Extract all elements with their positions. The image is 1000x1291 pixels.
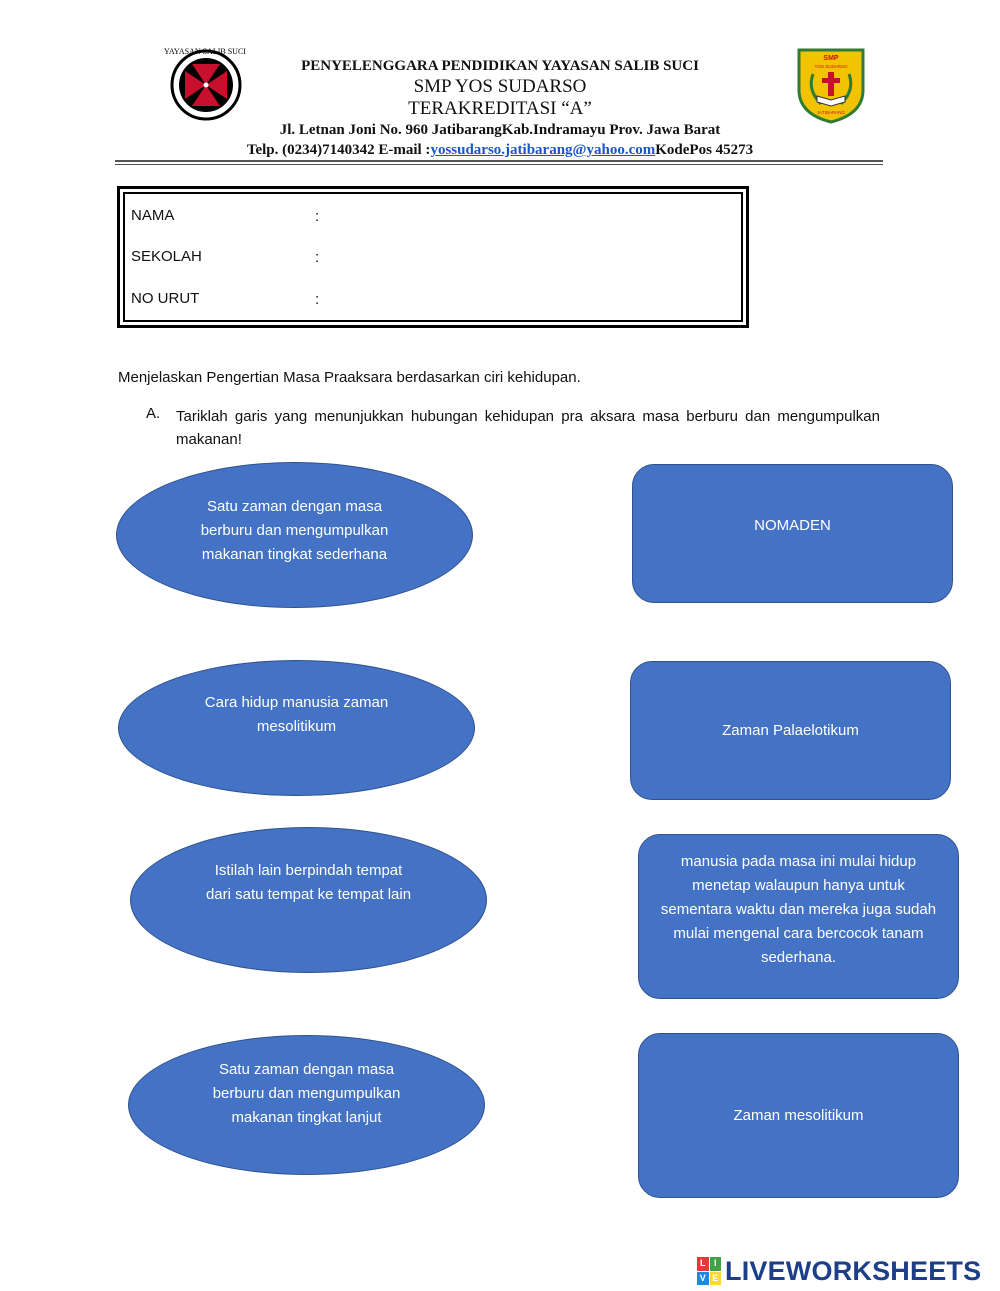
liveworksheets-wordmark: LIVEWORKSHEETS [725, 1255, 982, 1286]
order-number-label: NO URUT [131, 290, 200, 307]
logo-ring-text: YAYASAN SALIB SUCI [164, 47, 246, 56]
right-item-4[interactable]: Zaman mesolitikum [638, 1033, 959, 1198]
right-item-1[interactable]: NOMADEN [632, 464, 953, 603]
logo-city-text: JATIBARANG [817, 110, 845, 115]
left-item-2[interactable]: Cara hidup manusia zaman mesolitikum [118, 660, 475, 796]
order-number-colon: : [315, 291, 320, 308]
learning-objective: Menjelaskan Pengertian Masa Praaksara berdasarkan ciri kehidupan. [118, 369, 581, 386]
school-address: Jl. Letnan Joni No. 960 JatibarangKab.Indramayu Prov. Jawa Barat [279, 122, 721, 138]
name-colon: : [315, 208, 320, 225]
contact-email-link[interactable]: yossudarso.jatibarang@yahoo.com [430, 142, 656, 158]
logo-name-text: YOS SUDARSO [814, 64, 848, 69]
question-letter: A. [146, 405, 161, 422]
header-divider-thin [115, 164, 883, 165]
school-label: SEKOLAH [131, 248, 202, 265]
logo-smp-text: SMP [823, 55, 839, 62]
liveworksheets-brand [697, 1254, 981, 1288]
foundation-name: PENYELENGGARA PENDIDIKAN YAYASAN SALIB SUCI [301, 58, 699, 74]
question-text: Tariklah garis yang menunjukkan hubungan kehidupan pra aksara masa berburu dan mengumpulkan makanan! [176, 408, 880, 448]
brand-letter-i: I [710, 1257, 722, 1271]
left-item-1[interactable]: Satu zaman dengan masa berburu dan mengumpulkan makanan tingkat sederhana [116, 462, 473, 608]
right-item-3[interactable]: manusia pada masa ini mulai hidup menetap walaupun hanya untuk sementara waktu dan mereka juga sudah mulai mengenal cara bercocok tanam sederhana. [638, 834, 959, 999]
school-colon: : [315, 249, 320, 266]
right-item-2[interactable]: Zaman Palaelotikum [630, 661, 951, 800]
left-item-3[interactable]: Istilah lain berpindah tempat dari satu tempat ke tempat lain [130, 827, 487, 973]
school-name: SMP YOS SUDARSO [413, 76, 587, 97]
name-label: NAMA [131, 207, 175, 224]
left-item-4[interactable]: Satu zaman dengan masa berburu dan mengumpulkan makanan tingkat lanjut [128, 1035, 485, 1175]
brand-letter-v: V [697, 1272, 709, 1286]
identity-box-inner [123, 192, 743, 322]
header-divider [115, 160, 883, 162]
brand-letter-l: L [697, 1257, 709, 1271]
smp-yos-sudarso-logo [795, 46, 867, 124]
brand-letter-e: E [710, 1272, 722, 1286]
school-contact [150, 142, 850, 159]
contact-phone: Telp. (0234)7140342 E-mail : [246, 142, 431, 158]
contact-postcode: KodePos 45273 [655, 142, 754, 158]
accreditation: TERAKREDITASI “A” [408, 98, 592, 119]
liveworksheets-logo-icon [697, 1257, 721, 1285]
